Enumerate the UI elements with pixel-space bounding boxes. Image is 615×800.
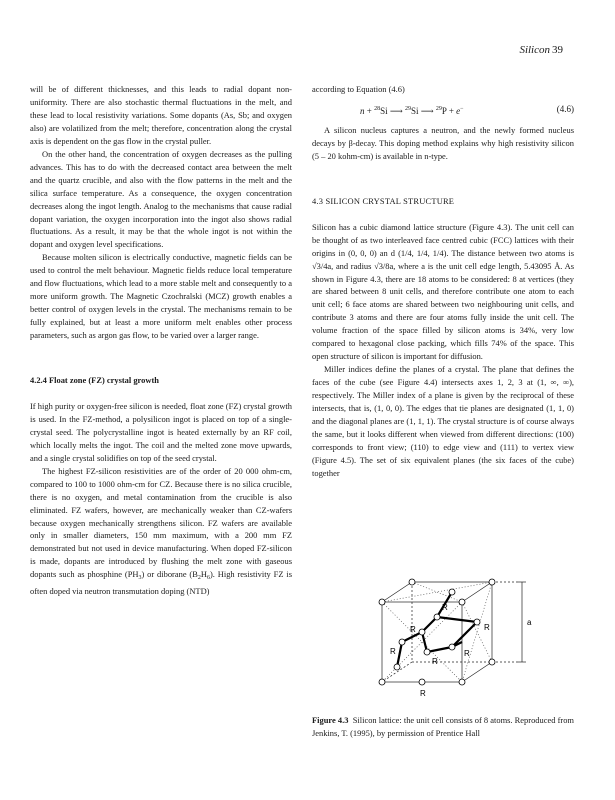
atom-label: R bbox=[442, 603, 448, 612]
paragraph: Because molten silicon is electrically conductive, magnetic fields can be used to control the melt behaviour. Magnetic fields reduce local temperature and flow fluctuations, which lead to a more stable melt and consequently to a more uniform growth. The Magnetic Czochralski (MCZ) growth enables a better control of oxygen levels in the crystal. The mechanisms remain to be fully explained, but at least a more uniform melt enables other process parameters, such as argon gas flow, to be varied over a larger range. bbox=[30, 252, 292, 341]
atom-label: R bbox=[410, 625, 416, 634]
paragraph: Silicon has a cubic diamond lattice structure (Figure 4.3). The unit cell can be thought of as two interleaved face centred cubic (FCC) lattices with their origins in (0, 0, 0) an d (1/4, 1/4, 1/4). The distance between two atoms is √3/4a, and radius √3/8a, where a is the unit cell edge length, 5.43095 Å. As shown in Figure 4.3, there are 18 atoms to be considered: 8 at vertices (they are shared between 8 unit cells, and therefore contribute one atom to each unit cell; 6 face atoms are shared between two neighbouring unit cells, and contribute 3 atoms and there are four atoms fully inside the unit cell. The volume fraction of the space filled by silicon atoms is 34%, very low compared to hexagonal close packing, which fills 74% of the space. This open structure of silicon is important for diffusion. bbox=[312, 221, 574, 362]
equation-4-6 bbox=[312, 96, 574, 124]
equation-number: (4.6) bbox=[556, 103, 574, 114]
section-heading-crystal-structure: 4.3 SILICON CRYSTAL STRUCTURE bbox=[312, 195, 455, 206]
atom-label: R bbox=[420, 689, 426, 698]
atom-label: R bbox=[464, 649, 470, 658]
paragraph: Miller indices define the planes of a crystal. The plane that defines the faces of the cube (see Figure 4.4) intersects axes 1, 2, 3 at (1, ∞, ∞), respectively. The Miller index of a plane is given by the reciprocal of these intersects, that is, (1, 0, 0). The edges that tie planes are designated (1, 1, 0) and the diagonal planes are (1, 1, 1). The crystal structure is of course always the same, but it looks different when viewed from different directions: (100) corresponds to front view; (110) to edge view and (111) to vertex view (Figure 4.5). The set of six equivalent planes (the six faces of the cube) together bbox=[312, 364, 574, 478]
figure-caption bbox=[312, 714, 574, 740]
edge-length-label: a bbox=[527, 618, 532, 627]
left-column bbox=[30, 83, 292, 598]
atom-label: R bbox=[390, 647, 396, 656]
atom-label: R bbox=[432, 657, 438, 666]
caption-label: Figure 4.3 bbox=[312, 715, 349, 725]
caption-text: Silicon lattice: the unit cell consists of 8 atoms. Reproduced from Jenkins, T. (1995), by permission of Prentice Hall bbox=[312, 715, 574, 738]
paragraph: On the other hand, the concentration of oxygen decreases as the pulling advances. This has to do with the decreased contact area between the melt and the quartz crucible, and also with the flow patterns in the melt and the silica surface temperature. As a consequence, the oxygen concentration decreases along the ingot length. Analog to the mechanisms that cause radial dopant variation, the oxygen incorporation into the ingot also shows radial fluctuations. As a result, it may be that the whole ingot is not within the dopant and oxygen level specifications. bbox=[30, 148, 292, 250]
running-header-title: Silicon bbox=[519, 44, 550, 56]
equation-expression: n + $^{28}$Si ⟶ $^{29}$Si ⟶ $^{29}$P + e− bbox=[360, 105, 464, 116]
atom-label: R bbox=[484, 623, 490, 632]
paragraph: according to Equation (4.6) bbox=[312, 84, 405, 94]
right-column bbox=[312, 83, 574, 480]
paragraph: A silicon nucleus captures a neutron, and the newly formed nucleus decays by β-decay. This doping method explains why high resistivity silicon (5 – 20 kohm-cm) is available in n-type. bbox=[312, 124, 574, 161]
paragraph: If high purity or oxygen-free silicon is needed, float zone (FZ) crystal growth is used. In the FZ-method, a polysilicon ingot is placed on top of a single-crystal seed. The polycrystalline ingot is heated externally by an RF coil, which locally melts the ingot. The coil and the melted zone move upwards, and a single crystal solidifies on top of the seed crystal. bbox=[30, 400, 292, 463]
paragraph: will be of different thicknesses, and this leads to radial dopant non-uniformity. There are also stochastic thermal fluctuations in the melt, and these lead to local resistivity variations. Some dopants (As, Sb; and oxygen also) are volatilized from the melt; therefore, concentration along the crystal axis is dependent on the gas flow in the crystal puller. bbox=[30, 84, 292, 146]
paragraph: The highest FZ-silicon resistivities are of the order of 20 000 ohm-cm, compared to 100 to 1000 ohm-cm for CZ. Because there is no silica crucible, there is no oxygen, and metal contamination from the crucible is also eliminated. FZ wafers, however, are mechanically weaker than CZ-wafers because oxygen mechanically strengthens silicon. FZ wafers are available only in smaller diameters, 150 mm maximum, with a 200 mm FZ demonstrated but not used in device manufacturing. When doped FZ-silicon is made, dopants are introduced by flushing the melt zone with gaseous dopants such as phosphine $(PH_3)$ or diborane $(B_2H_6)$. High resistivity FZ is often doped via neutron transmutation doping (NTD) bbox=[30, 465, 292, 597]
page-number: 39 bbox=[552, 44, 563, 56]
silicon-lattice-figure bbox=[372, 572, 572, 712]
section-heading-float-zone: 4.2.4 Float zone (FZ) crystal growth bbox=[30, 375, 159, 386]
